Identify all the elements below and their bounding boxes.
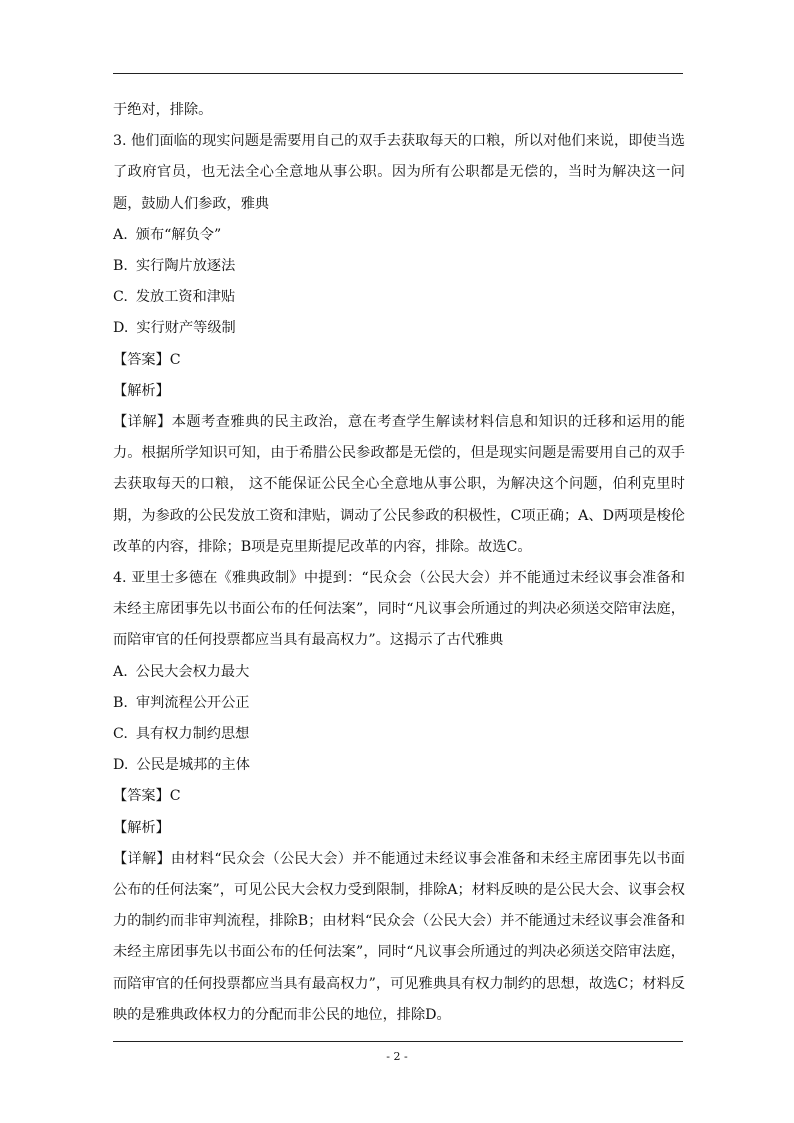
option-label: B. (113, 694, 128, 711)
explanation-paragraph: 【详解】本题考查雅典的民主政治，意在考查学生解读材料信息和知识的迁移和运用的能力。根据所学知识可知，由于希腊公民参政都是无偿的，但是现实问题是需要用自己的双手去获取每天的口粮， 这不能保证公民全心全意地从事公职，为解决这个问题，伯利克里时期，为参政的公民发放工资和津贴，调动了公民参政的积极性，C项正确；A、D两项是梭伦改革的内容，排除；B项是克里斯提尼改革的内容，排除。故选C。 (113, 414, 685, 555)
analysis-heading: 【解析】 (113, 382, 170, 399)
option-item (113, 657, 685, 688)
option-text: 发放工资和津贴 (135, 289, 236, 306)
option-label: B. (113, 258, 128, 275)
option-item (113, 282, 685, 313)
option-item (113, 313, 685, 344)
header-rule (113, 73, 683, 74)
option-text: 公民大会权力最大 (135, 663, 250, 680)
option-text: 颁布“解负令” (135, 226, 222, 243)
option-item (113, 251, 685, 282)
option-item (113, 750, 685, 781)
option-label: A. (113, 226, 128, 243)
option-text: 审判流程公开公正 (135, 694, 250, 711)
page-number: - 2 - (386, 1050, 408, 1063)
option-label: D. (113, 757, 129, 774)
explanation-paragraph: 【详解】由材料“民众会（公民大会）并不能通过未经议事会准备和未经主席团事先以书面公布的任何法案”，可见公民大会权力受到限制，排除A；材料反映的是公民大会、议事会权力的制约而非审判流程，排除B；由材料“民众会（公民大会）并不能通过未经议事会准备和未经主席团事先以书面公布的任何法案”，同时“凡议事会所通过的判决必须送交陪审法庭，而陪审官的任何投票都应当具有最高权力”，可见雅典具有权力制约的思想，故选C；材料反映的是雅典政体权力的分配而非公民的地位，排除D。 (113, 850, 685, 1023)
option-text: 公民是城邦的主体 (136, 757, 250, 774)
analysis-heading: 【解析】 (113, 819, 170, 836)
option-item (113, 220, 685, 251)
question-stem: 4. 亚里士多德在《雅典政制》中提到：“民众会（公民大会）并不能通过未经议事会准备和未经主席团事先以书面公布的任何法案”，同时“凡议事会所通过的判决必须送交陪审法庭，而陪审官的任何投票都应当具有最高权力”。这揭示了古代雅典 (113, 570, 685, 649)
option-text: 实行陶片放逐法 (135, 258, 236, 275)
page-content (113, 95, 685, 1031)
option-label: C. (113, 289, 128, 306)
option-text: 具有权力制约思想 (135, 726, 250, 743)
answer-line: 【答案】C (113, 351, 181, 368)
footer-rule (113, 1041, 683, 1042)
question-stem: 3. 他们面临的现实问题是需要用自己的双手去获取每天的口粮，所以对他们来说，即使当选了政府官员，也无法全心全意地从事公职。因为所有公职都是无偿的，当时为解决这一问题，鼓励人们参政，雅典 (113, 133, 685, 212)
option-label: D. (113, 320, 129, 337)
option-label: A. (113, 663, 128, 680)
option-item (113, 688, 685, 719)
option-item (113, 719, 685, 750)
option-text: 实行财产等级制 (136, 320, 236, 337)
answer-line: 【答案】C (113, 788, 181, 805)
option-label: C. (113, 726, 128, 743)
paragraph: 于绝对，排除。 (113, 102, 213, 118)
